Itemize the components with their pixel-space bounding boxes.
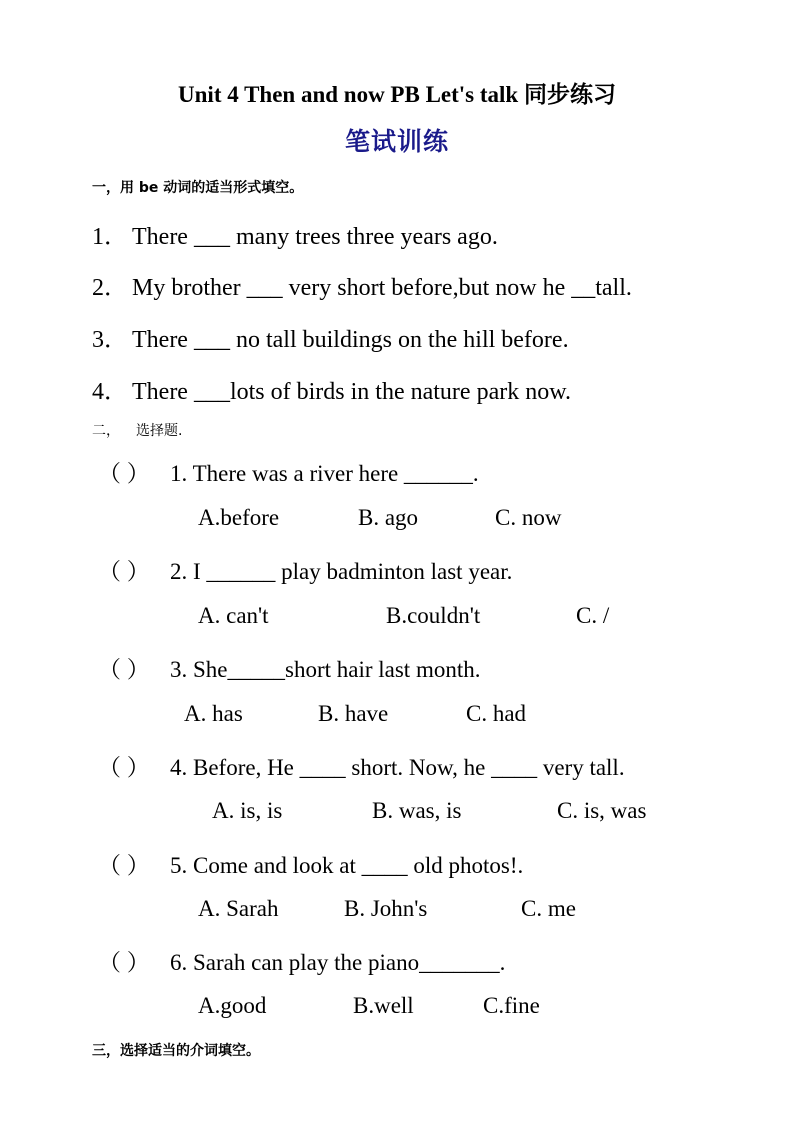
- item-text: There ___ many trees three years ago.: [132, 224, 498, 250]
- option-a: A.good: [198, 993, 267, 1018]
- item-number: 2．: [92, 275, 128, 301]
- item-number: 4．: [92, 379, 128, 405]
- section1-heading: 一，用 be 动词的适当形式填空。: [92, 180, 304, 196]
- option-c: C. me: [521, 896, 576, 921]
- option-b: B.couldn't: [386, 603, 481, 628]
- fill-item-2: [92, 267, 632, 302]
- answer-bracket: （ ）: [98, 461, 150, 486]
- option-b: B. have: [318, 701, 389, 726]
- question-text: 4. Before, He ____ short. Now, he ____ very tall.: [170, 755, 625, 780]
- section3-heading: 三，选择适当的介词填空。: [92, 1043, 260, 1059]
- answer-bracket: （ ）: [98, 559, 150, 584]
- section2-heading: [92, 420, 182, 440]
- option-a: A.before: [198, 505, 280, 530]
- item-text: My brother ___ very short before,but now he __tall.: [132, 275, 632, 301]
- question-5: [98, 847, 523, 880]
- question-1: [98, 455, 479, 488]
- question-text: 3. She_____short hair last month.: [170, 657, 481, 682]
- option-a: A. is, is: [212, 798, 283, 823]
- page-subtitle: 笔试训练: [344, 127, 449, 156]
- option-c: C. /: [576, 603, 610, 628]
- option-c: C. now: [495, 505, 562, 530]
- option-c: C.fine: [483, 993, 540, 1018]
- item-text: There ___ no tall buildings on the hill before.: [132, 327, 569, 353]
- fill-item-1: [92, 216, 498, 251]
- option-a: A. Sarah: [198, 896, 279, 921]
- option-a: A. has: [184, 701, 243, 726]
- option-a: A. can't: [198, 603, 269, 628]
- answer-bracket: （ ）: [98, 853, 150, 878]
- option-b: B. John's: [344, 896, 428, 921]
- item-number: 1．: [92, 224, 128, 250]
- option-c: C. is, was: [557, 798, 647, 823]
- fill-item-4: [92, 371, 571, 406]
- section2-title: 选择题.: [136, 423, 183, 439]
- answer-bracket: （ ）: [98, 657, 150, 682]
- question-3: [98, 651, 480, 684]
- question-text: 1. There was a river here ______.: [170, 461, 479, 486]
- option-c: C. had: [466, 701, 527, 726]
- fill-item-3: [92, 319, 569, 354]
- option-b: B. ago: [358, 505, 419, 530]
- question-text: 5. Come and look at ____ old photos!.: [170, 853, 524, 878]
- answer-bracket: （ ）: [98, 755, 150, 780]
- section2-number: 二，: [92, 423, 120, 439]
- option-b: B. was, is: [372, 798, 462, 823]
- question-text: 6. Sarah can play the piano_______.: [170, 950, 506, 975]
- question-text: 2. I ______ play badminton last year.: [170, 559, 513, 584]
- question-2: [98, 553, 512, 586]
- answer-bracket: （ ）: [98, 950, 150, 975]
- question-6: [98, 944, 505, 977]
- item-number: 3．: [92, 327, 128, 353]
- option-b: B.well: [353, 993, 414, 1018]
- page-title: Unit 4 Then and now PB Let's talk 同步练习: [178, 82, 616, 107]
- question-4: [98, 749, 625, 782]
- item-text: There ___lots of birds in the nature park now.: [132, 379, 571, 405]
